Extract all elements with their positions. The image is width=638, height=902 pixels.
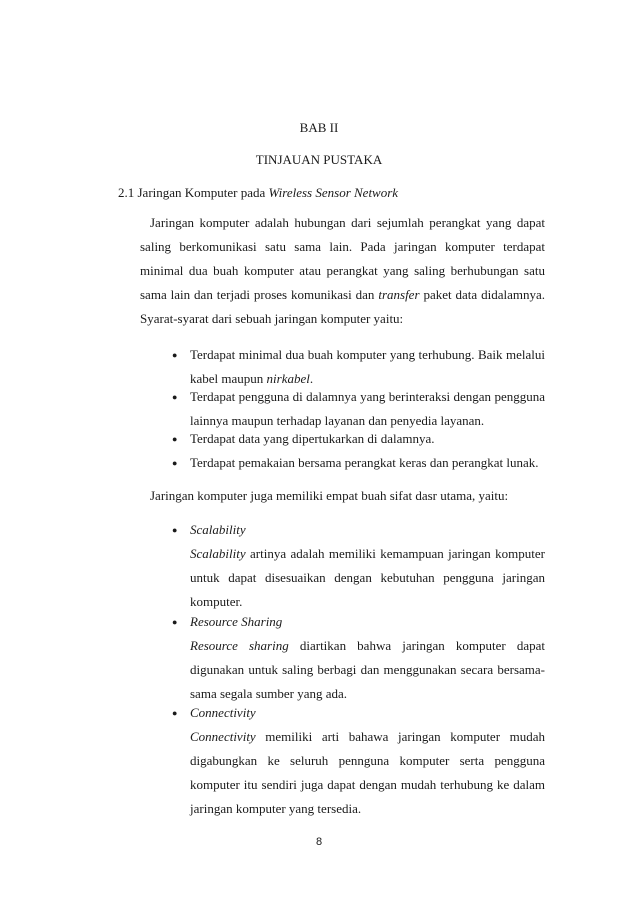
bullet-icon: ● [172, 350, 178, 360]
requirement-item: Terdapat pemakaian bersama perangkat keras dan perangkat lunak. [190, 455, 539, 470]
intro-line: Syarat-syarat dari sebuah jaringan komputer yaitu: [140, 311, 404, 326]
bullet-icon: ● [172, 434, 178, 444]
page-number: 8 [315, 836, 323, 848]
requirement-item: Terdapat minimal dua buah komputer yang terhubung. Baik melalui kabel maupun nirkabel. [190, 347, 545, 386]
property-heading: Scalability [190, 522, 246, 537]
section-heading [118, 185, 398, 201]
section-title-italic: Wireless Sensor Network [268, 185, 399, 200]
intro-line: minimal dua buah komputer atau perangkat yang saling berhubungan satu [140, 263, 545, 278]
bullet-icon: ● [172, 458, 178, 468]
properties-intro: Jaringan komputer juga memiliki empat buah sifat dasr utama, yaitu: [150, 488, 509, 503]
intro-line: Jaringan komputer adalah hubungan dari sejumlah perangkat yang dapat [150, 215, 545, 230]
section-number: 2.1 [118, 185, 135, 200]
bullet-icon: ● [172, 617, 178, 627]
chapter-title: TINJAUAN PUSTAKA [255, 152, 383, 167]
intro-line: sama lain dan terjadi proses komunikasi dan transfer paket data didalamnya. [140, 287, 546, 302]
property-resource-sharing: Resource Sharing Resource sharing diartikan bahwa jaringan komputer dapat digunakan untuk saling berbagi dan menggunakan secara bersama- sama segala sumber yang ada. [190, 614, 546, 701]
intro-paragraph [140, 211, 545, 331]
section-title: Jaringan Komputer pada [137, 185, 266, 200]
property-heading: Resource Sharing [190, 614, 283, 629]
property-heading: Connectivity [190, 705, 256, 720]
chapter-number: BAB II [299, 120, 339, 135]
intro-line: saling berkomunikasi satu sama lain. Pada jaringan komputer terdapat [140, 239, 545, 254]
bullet-icon: ● [172, 708, 178, 718]
property-connectivity: Connectivity Connectivity memiliki arti bahawa jaringan komputer mudah digabungkan ke seluruh pennguna komputer serta pengguna komputer itu sendiri juga dapat dengan mudah terhubung ke dalam jaringan komputer yang tersedia. [190, 705, 545, 816]
requirement-item: Terdapat pengguna di dalamnya yang berinteraksi dengan pengguna lainnya maupun terhadap layanan dan penyedia layanan. [190, 389, 545, 428]
bullet-icon: ● [172, 525, 178, 535]
bullet-icon: ● [172, 392, 178, 402]
property-scalability: Scalability Scalability artinya adalah memiliki kemampuan jaringan komputer untuk dapat disesuaikan dengan kebutuhan pengguna jaringan komputer. [190, 522, 546, 609]
requirement-item: Terdapat data yang dipertukarkan di dalamnya. [190, 431, 435, 446]
